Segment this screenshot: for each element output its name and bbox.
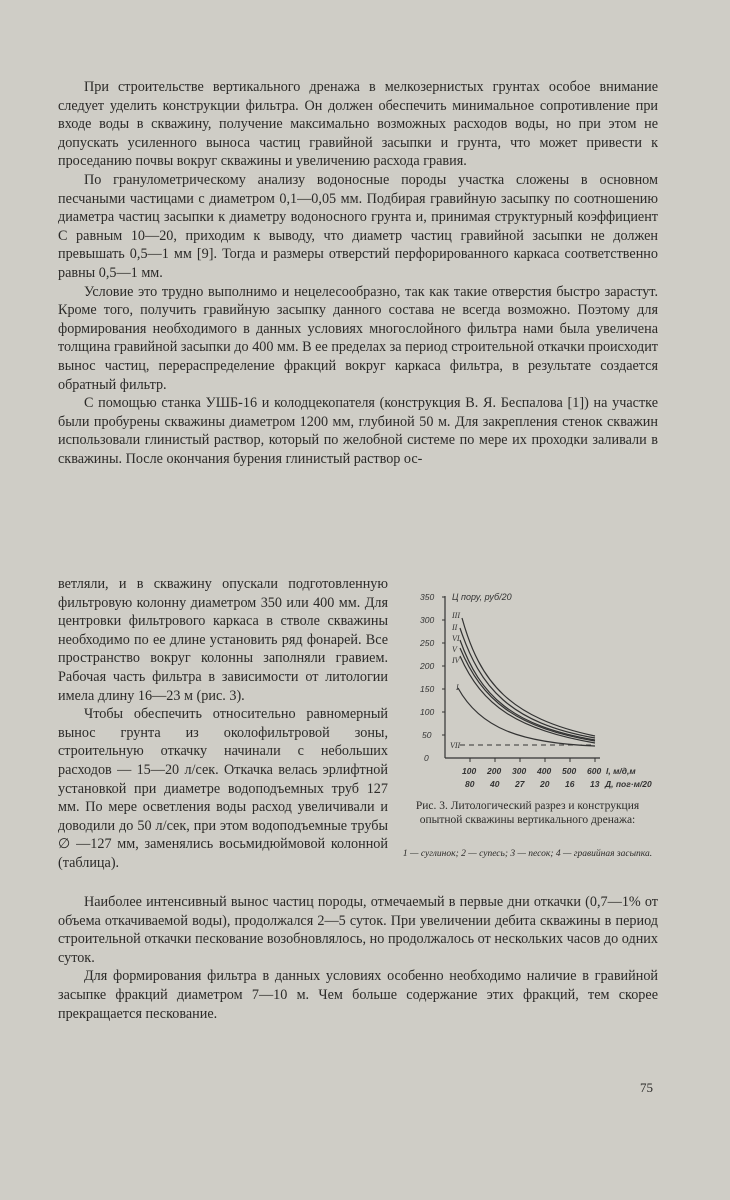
x2-tick-5: 16 (565, 779, 575, 789)
curve-III (462, 618, 595, 736)
y-tick-200: 200 (420, 661, 435, 671)
x-tick-3: 300 (512, 766, 527, 776)
x-tick-6: 600 (587, 766, 602, 776)
x2-tick-4: 20 (540, 779, 550, 789)
y-tick-300: 300 (420, 615, 435, 625)
label-V: V (452, 645, 457, 654)
wrapped-text-block (58, 575, 388, 873)
figure-caption: Рис. 3. Литологический разрез и конструкция опытной скважины вертикального дренажа: (415, 800, 640, 826)
x2-tick-1: 80 (465, 779, 475, 789)
paragraph-2: По гранулометрическому анализу водоносные породы участка сложены в основном песчаными частицами с диаметром 0,1—0,05 мм. Подбирая гравийную засыпку по соотношению диаметра частиц засыпки к диаметру водоносного грунта и, принимая структурный коэффициент С равным 10—20, приходим к выводу, что диаметр частиц гравийной засыпки не должен превышать 0,5—1 мм [9]. Тогда и размеры отверстий перфорированного каркаса соответственно равны 0,5—1 мм. (58, 171, 658, 281)
paragraph-8: Для формирования фильтра в данных условиях особенно необходимо наличие в гравийной засыпке фракций диаметром 7—10 м. Чем больше содержание этих фракций, тем скорее прекращается пескование. (58, 968, 658, 1022)
label-IV: IV (452, 656, 460, 665)
x-tick-1: 100 (462, 766, 477, 776)
x-axis-label-1: l, м/д,м (606, 766, 636, 776)
label-II: II (452, 623, 458, 632)
top-text-block (58, 78, 658, 468)
figure-3 (400, 588, 660, 798)
x2-tick-2: 40 (490, 779, 500, 789)
label-I: I (456, 683, 459, 692)
paragraph-7: Наиболее интенсивный вынос частиц породы, отмечаемый в первые дни откачки (0,7—1% от объема откачиваемой воды), продолжался 2—5 суток. При увеличении дебита скважины в период строительной откачки пескование возобновлялось, но продолжалось от нескольких часов до одних суток. (58, 894, 658, 966)
figure-legend: 1 — суглинок; 2 — супесь; 3 — песок; 4 — гравийная засыпка. (402, 849, 653, 859)
x-axis-label-2: Д, пог·м/20 (605, 779, 652, 789)
y-tick-0: 0 (424, 753, 429, 763)
y-tick-150: 150 (420, 684, 435, 694)
x-tick-4: 400 (537, 766, 552, 776)
paragraph-1: При строительстве вертикального дренажа в мелкозернистых грунтах особое внимание следует уделить конструкции фильтра. Он должен обеспечить минимальное сопротивление при входе воды в скважину, получение максимально возможных расходов воды, но при этом не допускать усиленного выноса частиц гравийной засыпки и грунта, что может привести к проседанию почвы вокруг скважины и увеличению расхода гравия. (58, 79, 658, 170)
x-tick-2: 200 (487, 766, 502, 776)
paragraph-3: Условие это трудно выполнимо и нецелесообразно, так как такие отверстия быстро зарастут. Кроме того, получить гравийную засыпку данного состава не всегда возможно. Поэтому для формирования необходимого в данных условиях многослойного фильтра нами была увеличена толщина гравийной засыпки до 400 мм. В ее пределах за период строительной откачки происходит вынос частиц, перераспределение фракций вокруг каркаса фильтра, в результате создается обратный фильтр. (58, 283, 658, 393)
label-VI: VI (452, 634, 460, 643)
x2-tick-3: 27 (515, 779, 525, 789)
paragraph-5: ветляли, и в скважину опускали подготовленную фильтровую колонну диаметром 350 или 400 мм. Для центровки фильтрового каркаса в стволе скважины необходимо по ее длине установить ряд фонарей. Все пространство вокруг колонны заполняли гравием. Рабочая часть фильтра в зависимости от литологии имела длину 16—23 м (рис. 3). (58, 576, 388, 704)
y-tick-100: 100 (420, 707, 435, 717)
y-tick-250: 250 (420, 638, 435, 648)
x2-tick-6: 13 (590, 779, 600, 789)
curve-IV (460, 656, 595, 743)
figure-3-chart (400, 588, 660, 793)
bottom-text-block (58, 893, 658, 1023)
y-tick-350: 350 (420, 592, 435, 602)
x-tick-5: 500 (562, 766, 577, 776)
paragraph-6: Чтобы обеспечить относительно равномерный вынос грунта из околофильтровой зоны, строительную откачку начинали с небольших расходов — 15—20 л/сек. Откачка велась эрлифтной установкой при диаметре водоподъемных труб 127 мм. По мере осветления воды расход увеличивали и доводили до 50 л/сек, при этом водоподъемные трубы ∅ —127 мм, заменялись восьмидюймовой колонной (таблица). (58, 706, 388, 871)
label-III: III (452, 611, 460, 620)
paragraph-4: С помощью станка УШБ-16 и колодцекопателя (конструкция В. Я. Беспалова [1]) на участке были пробурены скважины диаметром 1200 мм, глубиной 50 м. Для закрепления стенок скважин использовали глинистый раствор, который по желобной системе по мере их проходки заливали в скважины. После окончания бурения глинистый раствор ос- (58, 395, 658, 467)
y-axis-label: Ц пору, руб/20 (452, 592, 512, 602)
y-tick-50: 50 (422, 730, 432, 740)
curve-V (460, 648, 595, 741)
page-number: 75 (640, 1080, 653, 1095)
label-VII: VII (450, 741, 461, 750)
